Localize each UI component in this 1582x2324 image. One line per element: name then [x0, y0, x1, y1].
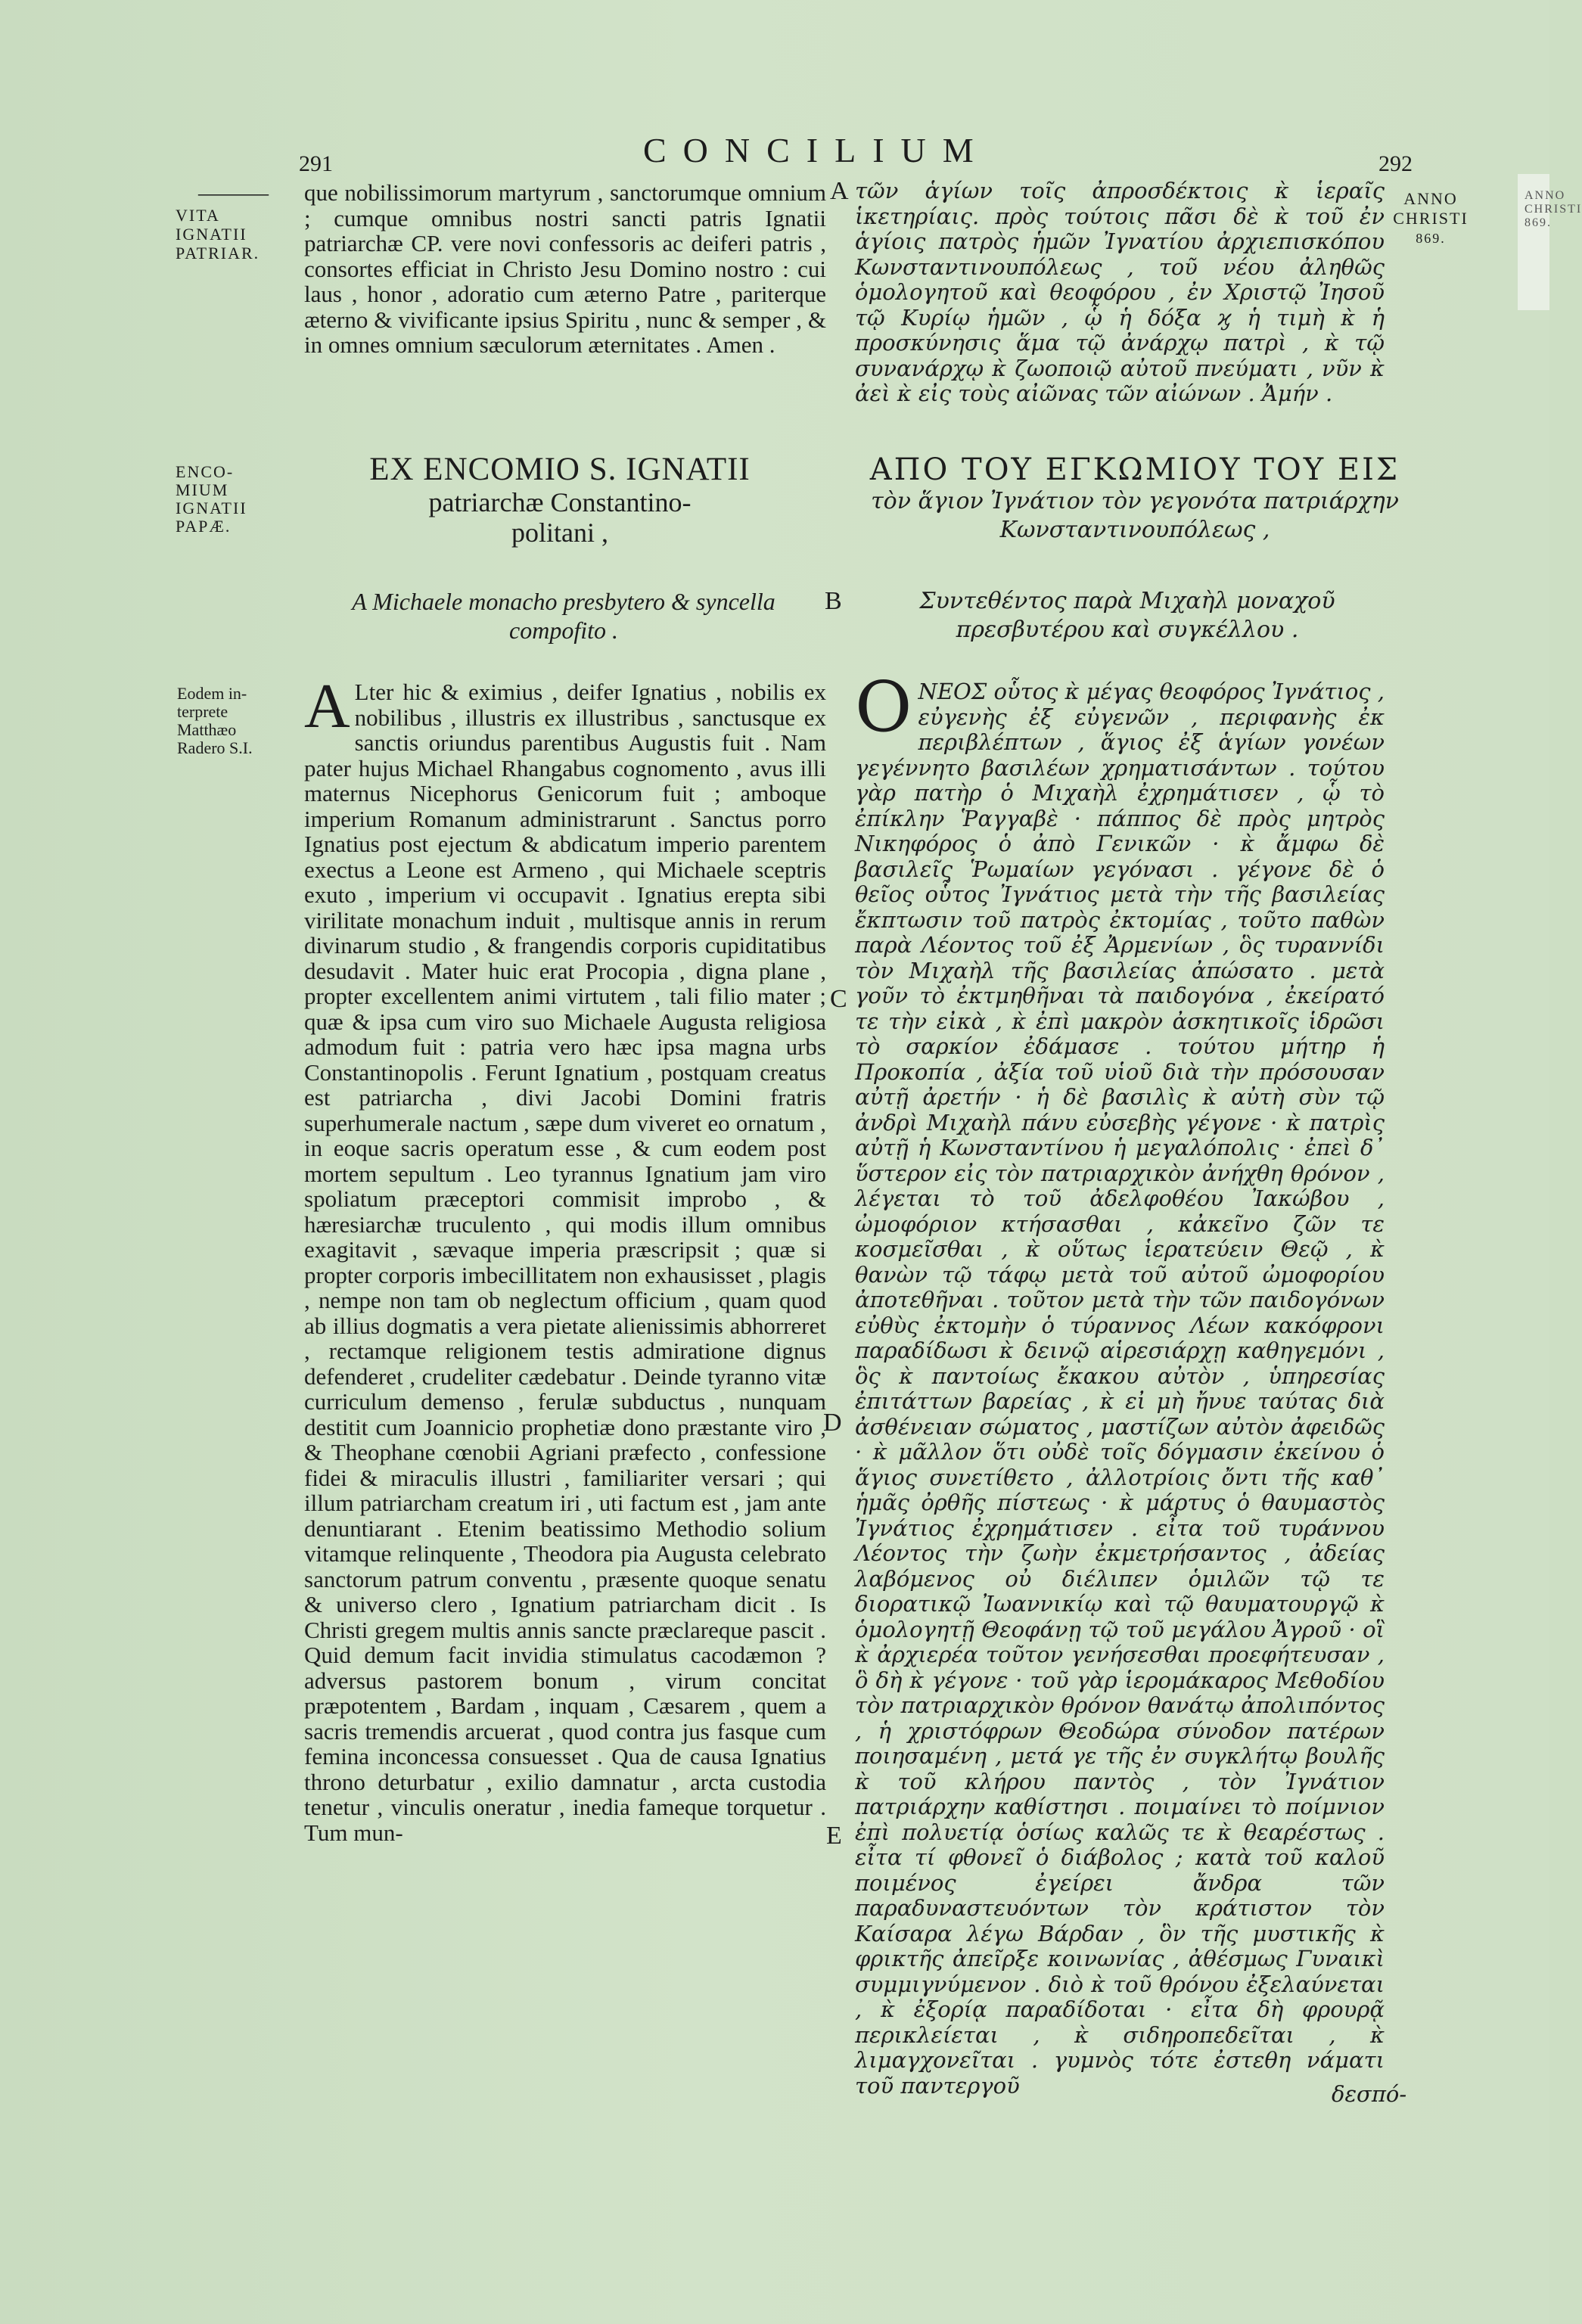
greek-top-text: τῶν ἁγίων τοῖς ἀπροσδέκτοις κ̀ ἱεραῖς ἱκετηρίαις. πρὸς τούτοις πᾶσι δὲ κ̀ τοῦ ἐν ἁγίοις πατρὸς ἡμῶν Ἰγνατίου ἀρχιεπισκόπου Κωνσταντινουπόλεως , τοῦ νέου ἀληθῶς ὁμολογητοῦ καὶ θεοφόρου , ἐν Χριστῷ Ἰησοῦ τῷ Κυρίῳ ἡμῶν , ᾧ ἡ δόξα ϗ ἡ τιμὴ κ̀ ἡ προσκύνησις ἅμα τῷ ἀνάρχῳ πατρὶ , κ̀ τῷ συνανάρχῳ κ̀ ζωοποιῷ αὐτοῦ πνεύματι , νῦν κ̀ ἀεὶ κ̀ εἰς τοὺς αἰῶνας τῶν αἰώνων . Ἀμήν . [855, 178, 1385, 406]
catchword: δεσπό- [1332, 2081, 1407, 2107]
greek-heading-line2: τὸν ἅγιον Ἰγνάτιον τὸν γεγονότα πατριάρχην [871, 488, 1399, 514]
running-head: CONCILIUM [643, 131, 990, 169]
anno-year: 869. [1416, 231, 1446, 246]
anno-note [1389, 189, 1472, 248]
anno-label: ANNO [1403, 189, 1458, 208]
greek-heading-title: ΑΠΟ ΤΟΥ ΕΓΚΩΜΙΟΥ ΤΟΥ ΕΙΣ [869, 452, 1400, 487]
latin-body-text: Lter hic & eximius , deifer Ignatius , nobilis ex nobilibus , illustris ex illustribus , sanctusque ex sanctis oriundus parentibus Augustis fuit . Nam pater hujus Michael Rhangabus cognomento , avus illi maternus Nicephorus Genicorum fuit ; amboque imperium Romanum administrarunt . Sanctus porro Ignatius post ejectum & abdicatum imperio parentem exectus a Leone est Armeno , qui Michaele sceptris exuto , imperium vi occupavit . Ignatius erepta sibi virilitate monachum induit , multisque annis in rerum divinarum studio , & frangendis corporis cupiditatibus desudavit . Mater huic erat Procopia , digna plane , propter excellentem animi virtutem , tali filio mater ; quæ & ipsa cum viro suo Michaele Augusta religiosa admodum fuit : patria vero hæc ipsa magna urbs Constantinopolis . Ferunt Ignatium , postquam creatus est patriarcha , divi Jacobi Domini fratris superhumerale nactum , sæpe dum viveret eo ornatum , in eoque sacris operatum esse , & cum eodem post mortem sepultum . Leo tyrannus Ignatium jam viro spoliatum præceptori commisit improbo , & hæresiarchæ truculento , qui modis illum omnibus exagitavit , sævaque imperia præscripsit ; quæ si propter corporis imbecillitatem non exhausisset , plagis , nempe non tam ob neglectum officium , quam quod ab illius dogmatis a vera pietate alienissimis abhorreret , rectamque religionem testis admiratione dignus defenderet , crudeliter cædebatur . Deinde tyranno vitæ curriculum demenso , ferulæ subductus , nunquam destitit cum Joannicio prophetiæ dono præstante viro , & Theophane cœnobii Agriani præfecto , confessione fidei & miraculis illustri , familiariter versari ; qui illum patriarcham creatum iri , uti factum est , jam ante denuntiarant . Etenim beatissimo Methodio solium vitamque relinquente , Theodora pia Augusta celebrato sanctorum patrum conventu , præsente quoque senatu & universo clero , Ignatium patriarcham dicit . Is Christi gregem multis annis sancte præclareque pascit . Quid demum facit invidia stimulatus cacodæmon ? adversus pastorem bonum , virum concitat præpotentem , Bardam , inquam , Cæsarem , quem a sacris tremendis arcuerat , quod contra jus fasque cum femina inconcessa consuesset . Qua de causa Ignatius throno deturbatur , exilio damnatur , arcta custodia tenetur , vinculis oneratur , inedia fameque torquetur . Tum mun- [304, 679, 826, 1846]
latin-heading-title: EX ENCOMIO S. IGNATII [369, 452, 751, 487]
latin-heading [295, 452, 825, 548]
margin-interprete: Eodem in- terprete Matthæo Radero S.I. [177, 684, 253, 757]
margin-vita: VITA IGNATII PATRIAR. [176, 206, 260, 263]
marker-c: C [830, 985, 847, 1013]
latin-heading-line2: patriarchæ Constantino- [428, 487, 692, 517]
anno-christi: CHRISTI [1393, 209, 1469, 228]
marker-b: B [825, 587, 842, 615]
greek-heading-line3: Κωνσταντινουπόλεως , [999, 517, 1270, 543]
page-number-left: 291 [299, 151, 333, 176]
margin-encomium: ENCO- MIUM IGNATII PAPÆ. [176, 462, 247, 536]
top-dash: ——— [198, 179, 269, 206]
page-number-right: 292 [1378, 151, 1413, 176]
greek-body-text: ΝΕΟΣ οὗτος κ̀ μέγας θεοφόρος Ἰγνάτιος , εὐγενὴς ἐξ εὐγενῶν , περιφανὴς ἐκ περιβλέπτων , ἅγιος ἐξ ἁγίων γονέων γεγέννητο βασιλέων χρηματισάντων . τούτου γὰρ πατὴρ ὁ Μιχαὴλ ἐχρημάτισεν , ᾧ τὸ ἐπίκλην Ῥαγγαβὲ · πάππος δὲ πρὸς μητρὸς Νικηφόρος ὁ ἀπὸ Γενικῶν · κ̀ ἄμφω δὲ βασιλεῖς Ῥωμαίων γεγόνασι . γέγονε δὲ ὁ θεῖος οὗτος Ἰγνάτιος μετὰ τὴν τῆς βασιλείας ἔκπτωσιν τοῦ πατρὸς ἐκτομίας , τοῦτο παθὼν παρὰ Λέοντος τοῦ ἐξ Ἀρμενίων , ὃς τυραννίδι τὸν Μιχαὴλ τῆς βασιλείας ἀπώσατο . μετὰ γοῦν τὸ ἐκτμηθῆναι τὰ παιδογόνα , ἐκείρατό τε τὴν εἰκὰ , κ̀ ἐπὶ μακρὸν ἀσκητικοῖς ἱδρῶσι τὸ σαρκίον ἐδάμασε . τούτου μήτηρ ἡ Προκοπία , ἀξία τοῦ υἱοῦ διὰ τὴν πρόσουσαν αὐτῇ ἀρετήν · ἡ δὲ βασιλὶς κ̀ αὐτὴ σὺν τῷ ἀνδρὶ Μιχαὴλ πάνυ εὐσεβὴς γέγονε · κ̀ πατρὶς αὐτῇ ἡ Κωνσταντίνου ἡ μεγαλόπολις · ἐπεὶ δ᾽ ὕστερον εἰς τὸν πατριαρχικὸν ἀνήχθη θρόνον , λέγεται τὸ τοῦ ἀδελφοθέου Ἰακώβου , ὠμοφόριον κτήσασθαι , κἀκεῖνο ζῶν τε κοσμεῖσθαι , κ̀ οὕτως ἱερατεύειν Θεῷ , κ̀ θανὼν τῷ τάφῳ μετὰ τοῦ αὐτοῦ ὠμοφορίου ἀποτεθῆναι . τοῦτον μετὰ τὴν τῶν παιδογόνων εὐθὺς ἐκτομὴν ὁ τύραννος Λέων κακόφρονι παραδίδωσι κ̀ δεινῷ αἱρεσιάρχῃ καθηγεμόνι , ὃς κ̀ παντοίως ἔκακου αὐτὸν , ὑπηρεσίας ἐπιτάττων βαρείας , κ̀ εἰ μὴ ἤνυε ταύτας διὰ ἀσθένειαν σώματος , μαστίζων αὐτὸν ἀφειδῶς · κ̀ μᾶλλον ὅτι οὐδὲ τοῖς δόγμασιν ἐκείνου ὁ ἅγιος συνετίθετο , ἀλλοτρίοις ὄντι τῆς καθ᾽ ἡμᾶς ὀρθῆς πίστεως · κ̀ μάρτυς ὁ θαυμαστὸς Ἰγνάτιος ἐχρημάτισεν . εἶτα τοῦ τυράννου Λέοντος τὴν ζωὴν ἐκμετρήσαντος , ἀδείας λαβόμενος οὐ διέλιπεν ὁμιλῶν τῷ τε διορατικῷ Ἰωαννικίῳ καὶ τῷ θαυματουργῷ κ̀ ὁμολογητῇ Θεοφάνῃ τῷ τοῦ μεγάλου Ἀγροῦ · οἳ κ̀ ἀρχιερέα τοῦτον γενήσεσθαι προεφήτευσαν , ὃ δὴ κ̀ γέγονε · τοῦ γὰρ ἱερομάκαρος Μεθοδίου τὸν πατριαρχικὸν θρόνον θανάτῳ ἀπολιπόντος , ἡ χριστόφρων Θεοδώρα σύνοδον πατέρων ποιησαμένη , μετά γε τῆς ἐν συγκλήτῳ βουλῆς κ̀ τοῦ κλήρου παντὸς , τὸν Ἰγνάτιον πατριάρχην καθίστησι . ποιμαίνει τὸ ποίμνιον ἐπὶ πολυετίᾳ ὁσίως καλῶς τε κ̀ θεαρέστως . εἶτα τί φθονεῖ ὁ διάβολος ; κατὰ τοῦ καλοῦ ποιμένος ἐγείρει ἄνδρα τῶν παραδυναστευόντων τὸν κράτιστον τὸν Καίσαρα λέγω Βάρδαν , ὃν τῆς μυστικῆς κ̀ φρικτῆς ἀπεῖρξε κοινωνίας , ἀθέσμως Γυναικὶ συμμιγνύμενον . διὸ κ̀ τοῦ θρόνου ἐξελαύνεται , κ̀ ἐξορίᾳ παραδίδοται · εἶτα δὴ φρουρᾷ περικλείεται , κ̀ σιδηροπεδεῖται , κ̀ λιμαγχονεῖται . γυμνὸς τότε ἐστεθη νάματι τοῦ παντεργοῦ [855, 679, 1385, 2099]
latin-dropcap: A [304, 671, 350, 741]
greek-dropcap: Ο [855, 666, 912, 747]
marker-e: E [826, 1822, 842, 1850]
latin-author: A Michaele monacho presbytero & syncella compofito . [352, 588, 775, 644]
marker-d: D [823, 1409, 842, 1437]
latin-top-text: que nobilissimorum martyrum , sanctorumque omnium ; cumque omnibus nostri sancti patris Ignatii patriarchæ CP. vere novi confessoris ac deiferi patris , consortes efficiat in Christo Jesu Domino nostro : cui laus , honor , adoratio cum æterno Patre , pariterque æterno & vivificante ipsius Spiritu , nunc & semper , & in omnes omnium sæculorum æternitates . Amen . [304, 179, 826, 358]
latin-heading-line3: politani , [511, 517, 608, 548]
greek-body [855, 666, 1385, 2099]
greek-heading [847, 452, 1422, 545]
marker-a: A [830, 177, 849, 205]
latin-body [304, 671, 826, 2080]
greek-author: Συντεθέντος παρὰ Μιχαὴλ μοναχοῦ πρεσβυτέρου καὶ συγκέλλου . [919, 588, 1335, 643]
adjacent-anno: ANNO CHRISTI 869. [1525, 189, 1582, 229]
